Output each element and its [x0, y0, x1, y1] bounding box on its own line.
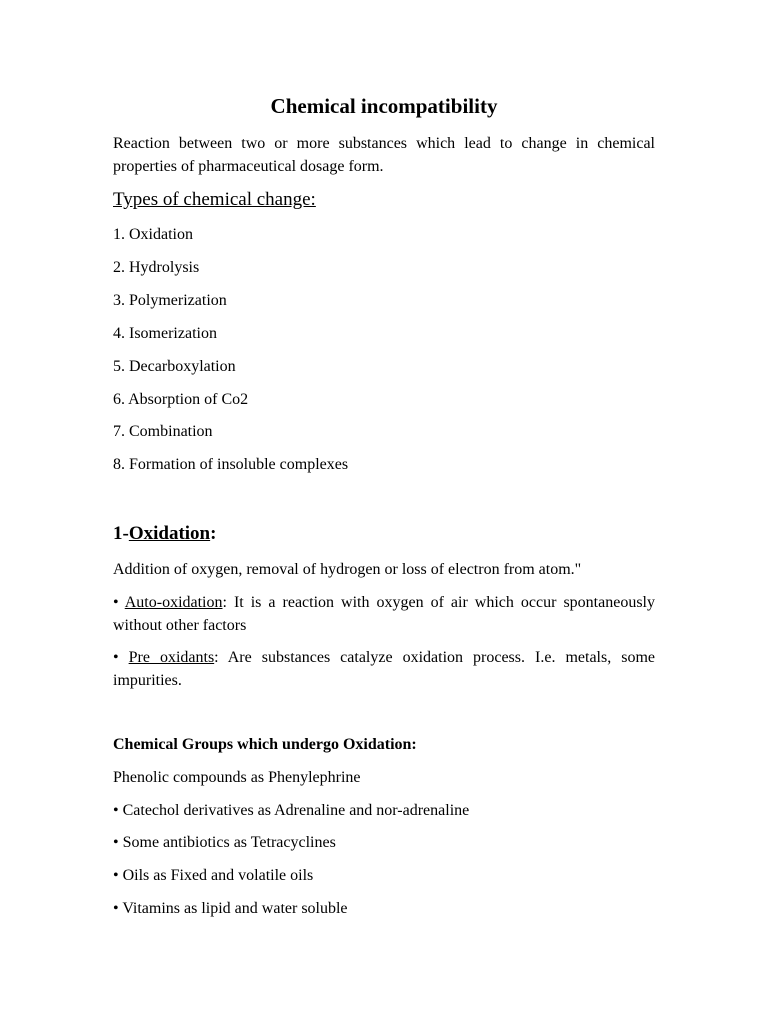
types-item: 1. Oxidation [113, 226, 193, 243]
oxidation-heading-suffix: : [210, 523, 217, 544]
types-item: 3. Polymerization [113, 292, 227, 309]
pre-oxidants-text: : Are substances catalyze oxidation process. I.e. metals, some impurities. [113, 649, 655, 689]
types-heading: Types of chemical change: [113, 189, 316, 210]
types-item: 7. Combination [113, 423, 213, 440]
groups-item: • Oils as Fixed and volatile oils [113, 867, 314, 884]
types-item: 8. Formation of insoluble complexes [113, 456, 349, 473]
types-item: 4. Isomerization [113, 325, 217, 342]
types-item: 2. Hydrolysis [113, 259, 200, 276]
pre-oxidants-paragraph [113, 646, 655, 692]
intro-paragraph: Reaction between two or more substances which lead to change in chemical properties of pharmaceutical dosage form. [113, 135, 655, 175]
oxidation-heading-prefix: 1- [113, 523, 129, 544]
groups-heading: Chemical Groups which undergo Oxidation: [113, 736, 417, 753]
groups-item: • Vitamins as lipid and water soluble [113, 900, 348, 917]
types-item: 6. Absorption of Co2 [113, 391, 249, 408]
pre-oxidants-bullet: • [113, 649, 129, 666]
auto-oxidation-text: : It is a reaction with oxygen of air which occur spontaneously without other factors [113, 594, 656, 634]
groups-item: • Catechol derivatives as Adrenaline and nor-adrenaline [113, 802, 470, 819]
groups-item: Phenolic compounds as Phenylephrine [113, 769, 361, 786]
page-title: Chemical incompatibility [270, 94, 498, 118]
oxidation-heading [113, 523, 655, 545]
oxidation-heading-word: Oxidation [128, 523, 211, 544]
auto-oxidation-bullet: • [113, 594, 125, 611]
pre-oxidants-term: Pre oxidants [128, 649, 215, 666]
types-item: 5. Decarboxylation [113, 358, 236, 375]
oxidation-definition: Addition of oxygen, removal of hydrogen or loss of electron from atom." [113, 561, 582, 578]
auto-oxidation-term: Auto-oxidation [124, 594, 223, 611]
groups-item: • Some antibiotics as Tetracyclines [113, 834, 336, 851]
auto-oxidation-paragraph [113, 591, 655, 637]
